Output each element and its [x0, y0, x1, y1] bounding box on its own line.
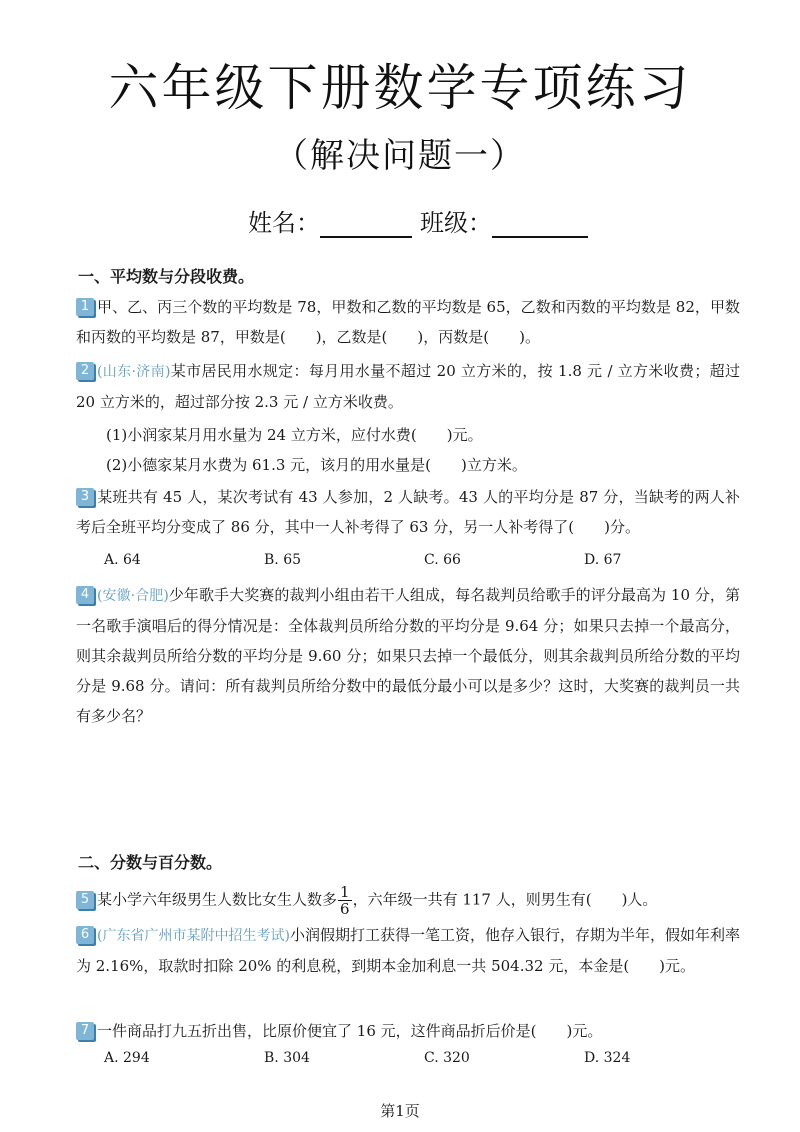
page-subtitle: （解决问题一）: [274, 136, 526, 176]
option-b[interactable]: B. 304: [264, 1050, 310, 1066]
question-text-before: 某小学六年级男生人数比女生人数多: [97, 890, 338, 909]
option-c[interactable]: C. 320: [424, 1050, 470, 1066]
class-blank[interactable]: [492, 210, 588, 238]
question-text: 甲、乙、丙三个数的平均数是 78，甲数和乙数的平均数是 65，乙数和丙数的平均数是 82，甲数和丙数的平均数是 87，甲数是( )，乙数是( )，丙数是( )。: [76, 298, 740, 346]
fraction: [338, 884, 352, 917]
question-7: [76, 1016, 740, 1046]
question-2-part-2: (2)小德家某月水费为 61.3 元，该月的用水量是( )立方米。: [106, 456, 527, 474]
question-3: [76, 482, 740, 542]
option-b[interactable]: B. 65: [264, 552, 302, 568]
section-heading-average: 一、平均数与分段收费。: [78, 267, 255, 286]
name-label: 姓名：: [248, 209, 320, 237]
question-number-badge: 6: [76, 926, 94, 944]
question-2-part-1: (1)小润家某月用水量为 24 立方米，应付水费( )元。: [106, 426, 483, 444]
question-text: 一件商品打九五折出售，比原价便宜了 16 元，这件商品折后价是( )元。: [97, 1022, 603, 1040]
question-number-badge: 4: [76, 586, 94, 604]
question-5: [76, 884, 740, 917]
question-source: (山东·济南): [97, 364, 171, 380]
section-heading-fractions: 二、分数与百分数。: [78, 853, 223, 872]
question-text: 小润假期打工获得一笔工资，他存入银行，存期为半年，假如年利率为 2.16%，取款时扣除 20% 的利息税，到期本金加利息一共 504.32 元，本金是( )元。: [76, 926, 740, 975]
option-d[interactable]: D. 324: [584, 1050, 631, 1066]
question-1: [76, 292, 740, 352]
option-a[interactable]: A. 64: [104, 552, 141, 568]
option-a[interactable]: A. 294: [104, 1050, 150, 1066]
question-3-options: [104, 552, 744, 568]
student-info-row: [248, 203, 588, 238]
question-2: [76, 356, 740, 417]
question-text: 某市居民用水规定：每月用水量不超过 20 立方米的，按 1.8 元 / 立方米收费；超过 20 立方米的，超过部分按 2.3 元 / 立方米收费。: [76, 362, 740, 411]
question-source: (安徽·合肥): [97, 588, 169, 604]
option-d[interactable]: D. 67: [584, 552, 622, 568]
question-number-badge: 7: [76, 1022, 94, 1040]
question-6: [76, 920, 740, 981]
page-title: 六年级下册数学专项练习: [108, 59, 692, 117]
option-c[interactable]: C. 66: [424, 552, 461, 568]
class-label: 班级：: [420, 209, 492, 237]
question-number-badge: 1: [76, 298, 94, 316]
question-7-options: [104, 1050, 744, 1066]
question-text-after: ，六年级一共有 117 人，则男生有( )人。: [352, 890, 658, 909]
question-number-badge: 3: [76, 488, 94, 506]
page-number: 第1页: [380, 1102, 420, 1120]
question-number-badge: 2: [76, 362, 94, 380]
fraction-denominator: 6: [340, 900, 350, 918]
question-text: 少年歌手大奖赛的裁判小组由若干人组成，每名裁判员给歌手的评分最高为 10 分，第一名歌手演唱后的得分情况是：全体裁判员所给分数的平均分是 9.64 分；如果只去掉一个最高分，则其余裁判员所给分数的平均分是 9.60 分；如果只去掉一个最低分，则其余裁判员所给分数的平均分是 9.68 分。请问：所有裁判员所给分数中的最低分最小可以是多少？这时，大奖赛的裁判员一共有多少名？: [76, 586, 740, 725]
question-source: (广东省广州市某附中招生考试): [97, 928, 290, 944]
question-number-badge: 5: [76, 891, 94, 909]
question-4: [76, 580, 740, 731]
fraction-numerator: 1: [340, 883, 350, 901]
name-blank[interactable]: [320, 210, 412, 238]
question-text: 某班共有 45 人，某次考试有 43 人参加，2 人缺考。43 人的平均分是 87 分，当缺考的两人补考后全班平均分变成了 86 分，其中一人补考得了 63 分，另一人补考得了( )分。: [76, 488, 740, 536]
